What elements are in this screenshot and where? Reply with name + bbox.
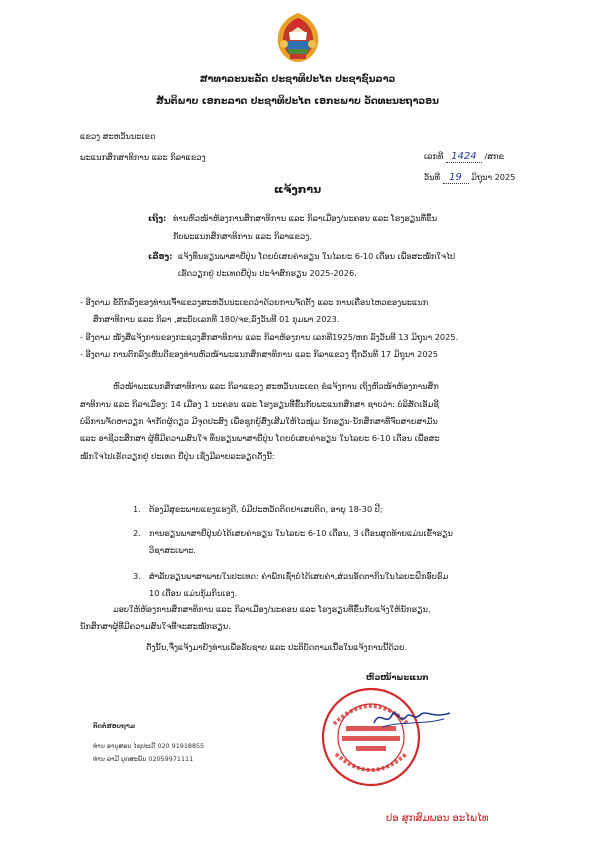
- document-title: ແຈ້ງການ: [273, 183, 322, 196]
- signature: [372, 703, 452, 733]
- reference-item-continued: ສຶກສາທິການ ແລະ ກິລາ ,ສະບັບເລກທີ 180/ຈຂ,ລົງວັນທີ 01 ກຸມພາ 2023.: [93, 314, 340, 324]
- reference-number-value: 1424: [446, 152, 482, 163]
- body-paragraph-line: ບໍລິການຈັດຫາວຽກ ຈຳກັດຜູ້ດຽວ ມີຈຸດປະສົງ ເພື່ອຊຸກຍູ້ສົ່ງເສີມໃຫ້ໄວໜຸ່ມ ນັກຮຽນ-ນັກສຶກສາທີ່ຈົບສາຍສາມັນ: [80, 416, 438, 426]
- to-label: ເຖິງ:: [148, 213, 167, 223]
- condition-text-continued: ວິຊາສະເພາະ.: [149, 545, 197, 555]
- body-paragraph-line: ແລະ ອາຊີວະສຶກສາ ຜູ້ທີ່ມີຄວາມສົນໃຈ ທຶນຮຽນພາສາຍີ່ປຸ່ນ ໂດຍບໍ່ເສຍຄ່າຮຽນ ໃນໄລຍະ 6-10 ເດືອນ ເພື່ອສະ: [80, 433, 440, 443]
- country-name: ສາທາລະນະລັດ ປະຊາທິປະໄຕ ປະຊາຊົນລາວ: [199, 74, 396, 85]
- signatory-position: ຫົວໜ້າພະແນກ: [366, 672, 429, 682]
- signatory-name: ປອ ສຸກສົມພອນ ອະໄພໄທ: [386, 813, 489, 824]
- condition-number: 2.: [133, 528, 141, 538]
- to-line-1: ທ່ານຫົວໜ້າຫ້ອງການສຶກສາທິການ ແລະ ກິລາເມືອງ/ນະຄອນ ແລະ ໂຮງຮຽນທີ່ຂຶ້ນ: [173, 213, 438, 223]
- national-emblem: [272, 10, 324, 64]
- contact-line: ທ່ານ ລາມີ ບຸດສະພັນ 02059971111: [93, 755, 194, 763]
- subject-line-1: ແຈ້ງທຶນຮຽນພາສາຍີ່ປຸ່ນ ໂດຍບໍ່ເສຍຄ່າຮຽນ ໃນໄລຍະ 6-10 ເດືອນ ເພື່ອສະໝັກໃຈໄປ: [178, 251, 456, 261]
- reference-item: - ອີງຕາມ ໜັງສືແຈ້ງການຂອງກະຊວງສຶກສາທິການ ແລະ ກິລາຫ້ອງການ ເລກທີ1925/ຫກ ລົງວັນທີ 13 ມິຖຸນາ 2025.: [80, 332, 459, 342]
- closing-line: ນັກສຶກສາຜູ້ທີ່ມີຄວາມສົນໃຈທີ່ຈະສະໝັກຮຽນ.: [80, 621, 231, 631]
- reference-number-suffix: /ສກຂ: [484, 151, 505, 161]
- reference-item: - ອີງຕາມ ຂໍ້ຕົກລົງຂອງທ່ານເຈົ້າແຂວງສະຫວັນນະເຂດວ່າດ້ວຍການຈັດຕັ້ງ ແລະ ການເຄື່ອນໄຫວຂອງພະແນກ: [80, 297, 429, 307]
- closing-line: ມອບໃຫ້ຫ້ອງການສຶກສາທິການ ແລະ ກິລາເມືອງ/ນະຄອນ ແລະ ໂຮງຮຽນທີ່ຂຶ້ນກັບແຈ້ງໃຫ້ນັກຮຽນ,: [113, 604, 431, 614]
- condition-text: ສຳລັບຮຽນພາສາພາຍໃນປະເທດ: ຄ່າພັກເຊົ່າບໍ່ໄດ້ເສຍຄ່າ,ສ່ວນອັດຕາກິນໃນໄລຍະຝຶກອົບຮົມ: [149, 571, 449, 581]
- reference-item: - ອີງຕາມ ການຕົກລົງເຫັນດີຂອງທ່ານຫົວໜ້າພະແນກສຶກສາທິການ ແລະ ກິລາແຂວງ ຖືກວັນທີ 17 ມິຖຸນາ 2025: [80, 349, 439, 359]
- to-line-2: ກັບພະແນກສຶກສາທິການ ແລະ ກິລາແຂວງ.: [173, 231, 312, 241]
- body-paragraph-line: ຫົວໜ້າພະແນກສຶກສາທິການ ແລະ ກິລາແຂວງ ສະຫວັນນະເຂດ ຂໍແຈ້ງການ ເຖິງຫົວໜ້າຫ້ອງການສຶກ: [113, 381, 439, 391]
- condition-text-continued: 10 ເດືອນ ແມ່ນກຸ້ມກິນເອງ.: [149, 588, 238, 598]
- body-paragraph-line: ໝັກໃຈໄປເຮັດວຽກຢູ່ ປະເທດ ຍີ່ປຸ່ນ ເຊິ່ງມີລາຍລະອຽດດັ່ງນີ້:: [80, 451, 275, 461]
- contact-line: ທ່ານ ອານຸສອນ ໄຊປະເຕີ 020 91918855: [93, 742, 205, 750]
- official-stamp: [320, 686, 422, 788]
- condition-text: ການຮຽນພາສາຍີ່ປຸ່ນບໍ່ໄດ້ເສຍຄ່າຮຽນ ໃນໄລຍະ 6-10 ເດືອນ, 3 ເດືອນສຸດທ້າຍແມ່ນເຂົ້າຮຽນ: [149, 528, 453, 538]
- closing-line: ດັ່ງນັ້ນ,ຈຶ່ງແຈ້ງມາຍັງທ່ານເພື່ອຮັບຊາບ ແລະ ປະຕິບັດຕາມເນື້ອໃນແຈ້ງການນີ້ດ້ວຍ.: [146, 642, 408, 652]
- condition-text: ຕ້ອງມີສຸຂະພາບແຂງແຮງດີ, ບໍ່ມີປະຫວັດຕິດຢາເສບຕິດ, ອາຍຸ 18-30 ປີ;: [149, 504, 383, 514]
- contact-title: ຕິດຕໍ່ສອບຖາມ: [93, 722, 136, 730]
- issue-date-label: ວັນທີ: [424, 172, 440, 182]
- subject-line-2: ເຮັດວຽກຢູ່ ປະເທດຍີ່ປຸ່ນ ປະຈຳສົກຮຽນ 2025-2026.: [178, 268, 357, 278]
- issue-date-month-year: ມິຖຸນາ 2025: [471, 172, 516, 182]
- reference-number: [424, 150, 504, 163]
- reference-number-label: ເລກທີ: [424, 151, 444, 161]
- national-motto: ສັນຕິພາບ ເອກະລາດ ປະຊາທິປະໄຕ ເອກະພາບ ວັດທະນະຖາວອນ: [156, 96, 439, 107]
- issue-date-day: 19: [443, 173, 469, 184]
- issuer-department: ພະແນກສຶກສາທິການ ແລະ ກິລາແຂວງ: [80, 152, 206, 162]
- subject-label: ເລື່ອງ:: [148, 251, 173, 261]
- condition-number: 3.: [133, 571, 141, 581]
- condition-number: 1.: [133, 504, 141, 514]
- issuer-province: ແຂວງ ສະຫວັນນະເຂດ: [80, 131, 156, 141]
- body-paragraph-line: ສາທິການ ແລະ ກິລາເມືອງ: 14 ເມືອງ 1 ນະຄອນ ແລະ ໂຮງຮຽນທີ່ຂຶ້ນກັບພະແນກສຶກສາ ຊາບວ່າ: ບໍລິສັດເອັມຊີ: [80, 399, 439, 409]
